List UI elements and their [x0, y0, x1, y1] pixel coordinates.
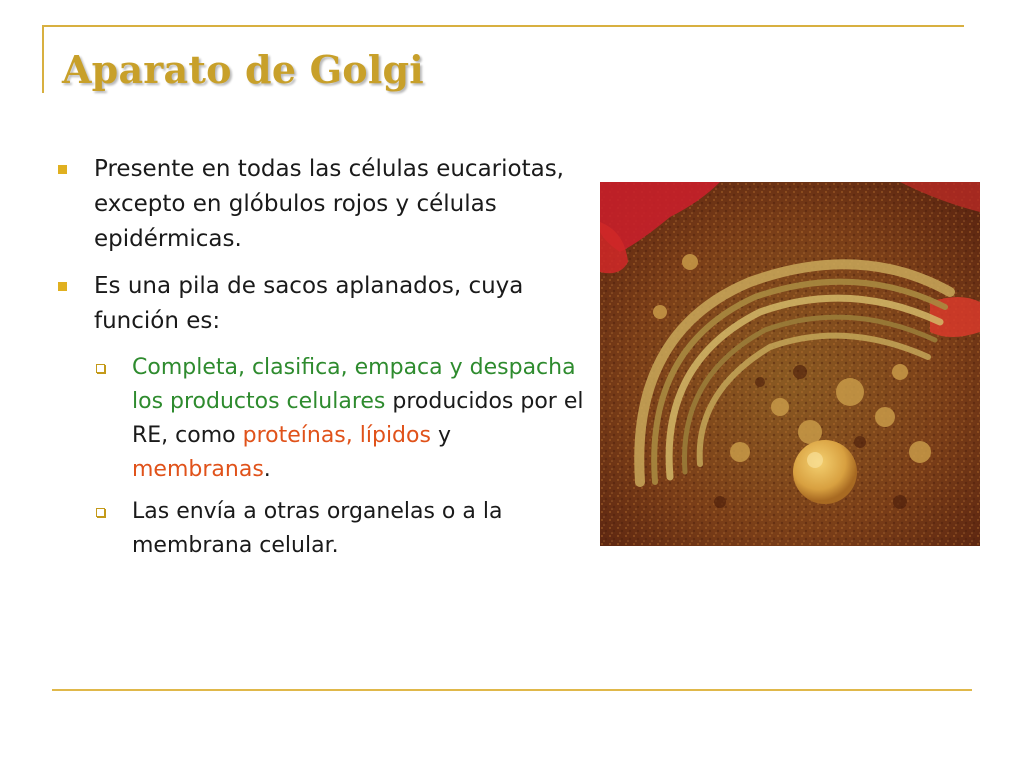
- sub-bullet-text: Las envía a otras organelas o a la membrana celular.: [132, 499, 503, 558]
- sub-bullet-text: producidos por el RE, como: [132, 389, 584, 448]
- highlight-products-text: proteínas, lípidos: [242, 423, 431, 448]
- sub-bullet-text: y: [430, 423, 451, 448]
- title-frame-left-line: [42, 25, 44, 93]
- hollow-square-bullet-icon: [96, 508, 105, 517]
- golgi-micrograph-drawing: [600, 182, 980, 546]
- footer-divider-line: [52, 689, 972, 691]
- hollow-square-bullet-icon: [96, 364, 105, 373]
- square-bullet-icon: [58, 282, 67, 291]
- golgi-micrograph-image: [600, 182, 980, 546]
- bullet-item: [56, 152, 596, 257]
- slide-content: [56, 152, 596, 571]
- bullet-text: Es una pila de sacos aplanados, cuya función es:: [94, 273, 524, 334]
- sub-bullet-text: .: [263, 457, 271, 482]
- title-frame-top-line: [42, 25, 964, 27]
- bullet-item: [56, 269, 596, 339]
- sub-bullet-item: [94, 351, 596, 487]
- square-bullet-icon: [58, 165, 67, 174]
- sub-bullet-item: [94, 495, 596, 563]
- highlight-functions-text: Completa, clasifica, empaca y despacha los productos celulares: [132, 355, 576, 414]
- highlight-membranes-text: membranas: [132, 457, 264, 482]
- bullet-text: Presente en todas las células eucariotas, excepto en glóbulos rojos y células epidérmicas.: [94, 156, 564, 252]
- slide-title: Aparato de Golgi: [62, 47, 424, 92]
